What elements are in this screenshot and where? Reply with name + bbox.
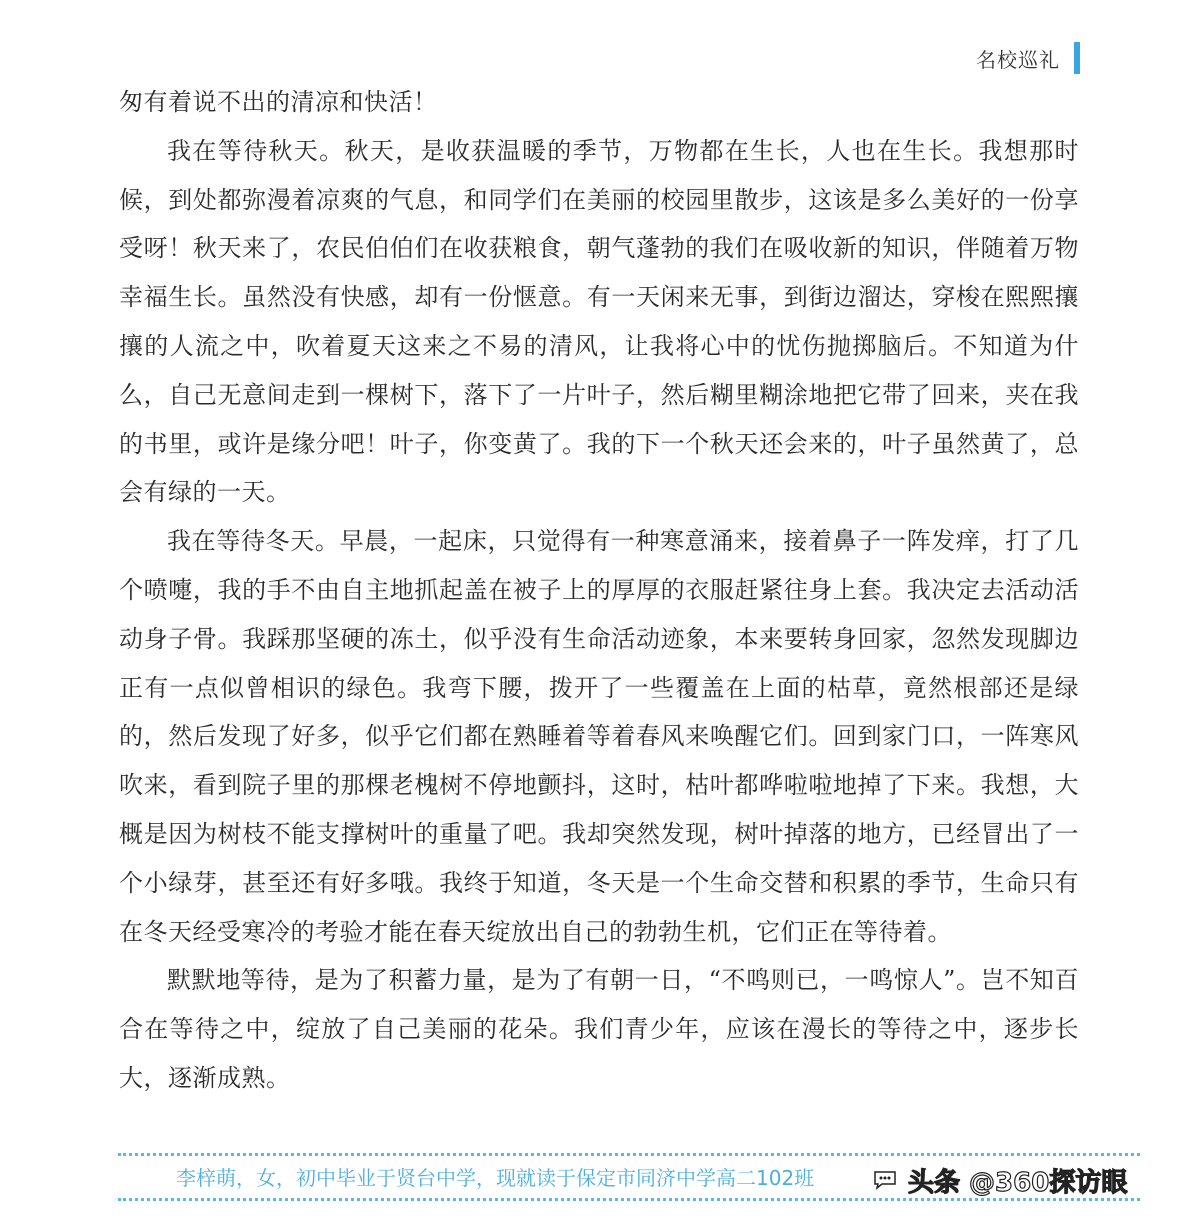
toutiao-logo-icon	[872, 1168, 898, 1190]
paragraph-winter: 我在等待冬天。早晨，一起床，只觉得有一种寒意涌来，接着鼻子一阵发痒，打了几个喷嚏，我的手不由自主地抓起盖在被子上的厚厚的衣服赶紧往身上套。我决定去活动活动身子骨。我踩那坚硬的冻土，似乎没有生命活动迹象，本来要转身回家，忽然发现脚边正有一点似曾相识的绿色。我弯下腰，拨开了一些覆盖在上面的枯草，竟然根部还是绿的，然后发现了好多，似乎它们都在熟睡着等着春风来唤醒它们。回到家门口，一阵寒风吹来，看到院子里的那棵老槐树不停地颤抖，这时，枯叶都哗啦啦地掉了下来。我想，大概是因为树枝不能支撑树叶的重量了吧。我却突然发现，树叶掉落的地方，已经冒出了一个小绿芽，甚至还有好多哦。我终于知道，冬天是一个生命交替和积累的季节，生命只有在冬天经受寒冷的考验才能在春天绽放出自己的勃勃生机，它们正在等待着。	[119, 527, 1079, 946]
article-body	[119, 78, 1079, 1103]
author-note: 李梓萌，女，初中毕业于贤台中学，现就读于保定市同济中学高二102班	[176, 1166, 815, 1190]
watermark: 头条 @360探访眼	[908, 1168, 1128, 1198]
paragraph-autumn: 我在等待秋天。秋天，是收获温暖的季节，万物都在生长，人也在生长。我想那时候，到处都弥漫着凉爽的气息，和同学们在美丽的校园里散步，这该是多么美好的一份享受呀！秋天来了，农民伯伯们在收获粮食，朝气蓬勃的我们在吸收新的知识，伴随着万物幸福生长。虽然没有快感，却有一份惬意。有一天闲来无事，到街边溜达，穿梭在熙熙攘攘的人流之中，吹着夏天这来之不易的清风，让我将心中的忧伤抛掷脑后。不知道为什么，自己无意间走到一棵树下，落下了一片叶子，然后糊里糊涂地把它带了回来，夹在我的书里，或许是缘分吧！叶子，你变黄了。我的下一个秋天还会来的，叶子虽然黄了，总会有绿的一天。	[119, 136, 1079, 507]
section-accent-bar	[1074, 42, 1080, 74]
page-header	[976, 42, 1080, 74]
section-title: 名校巡礼	[976, 47, 1060, 72]
paragraph-continuation: 匆有着说不出的清凉和快活！	[119, 88, 438, 116]
paragraph-conclusion: 默默地等待，是为了积蓄力量，是为了有朝一日，“不鸣则已，一鸣惊人”。岂不知百合在等待之中，绽放了自己美丽的花朵。我们青少年，应该在漫长的等待之中，逐步长大，逐渐成熟。	[119, 966, 1079, 1092]
